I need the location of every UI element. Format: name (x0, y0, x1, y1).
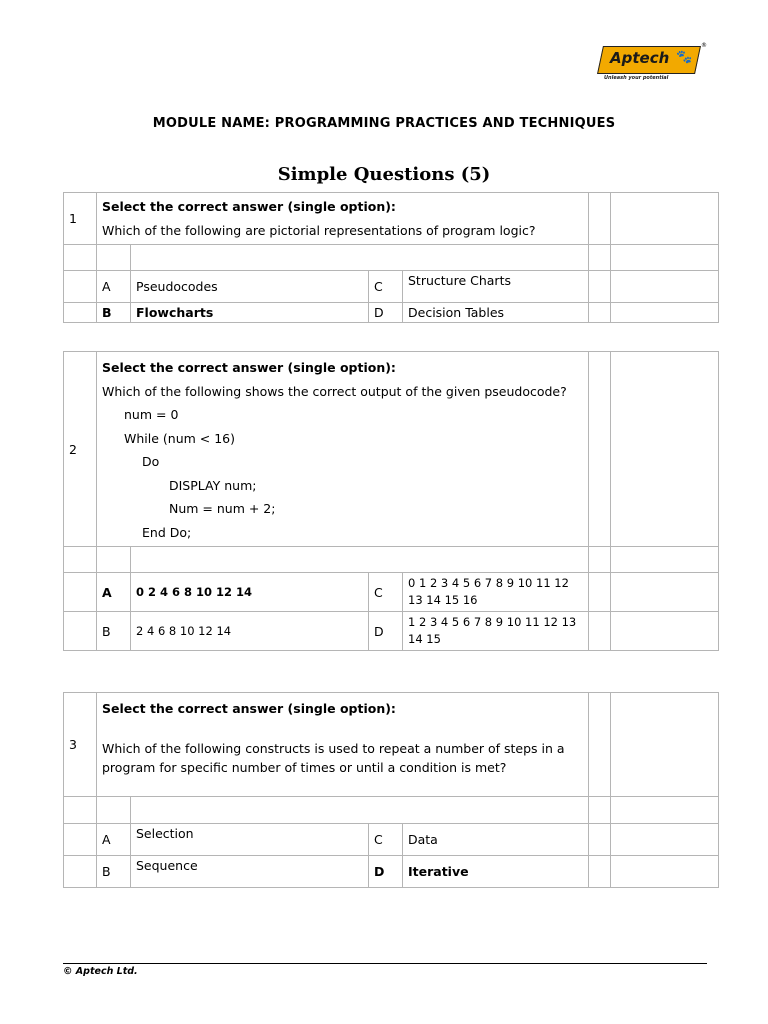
code-line: While (num < 16) (124, 430, 235, 446)
logo-text: Aptech (610, 49, 670, 67)
option-row (64, 271, 719, 303)
question-table-2 (63, 351, 719, 651)
question-body (97, 352, 589, 547)
question-row (64, 193, 719, 245)
footer-copyright: © Aptech Ltd. (63, 966, 138, 977)
option-text-c: Data (403, 824, 589, 856)
question-number: 2 (64, 352, 97, 547)
code-line: num = 0 (124, 407, 179, 422)
option-letter-d: D (369, 612, 403, 651)
option-letter-a: A (97, 573, 131, 612)
option-letter-d: D (369, 303, 403, 323)
code-line: End Do; (142, 524, 192, 540)
option-text-b: Flowcharts (131, 303, 369, 323)
option-letter-a: A (97, 824, 131, 856)
spacer-row (64, 547, 719, 573)
option-letter-b: B (97, 612, 131, 651)
footer-divider (63, 963, 707, 964)
question-table-3 (63, 692, 719, 888)
code-line: Do (142, 454, 160, 469)
spacer-row (64, 797, 719, 824)
option-letter-c: C (369, 271, 403, 303)
option-text-a: Pseudocodes (131, 271, 369, 303)
question-instruction: Select the correct answer (single option): (102, 360, 396, 375)
question-text: Which of the following constructs is used to repeat a number of steps in a program for specific number of times or until a condition is met? (102, 740, 565, 775)
aptech-logo (600, 42, 707, 81)
option-text-a: Selection (131, 824, 369, 856)
option-letter-a: A (97, 271, 131, 303)
question-number: 1 (64, 193, 97, 245)
logo-tagline: Unleash your potential (604, 75, 669, 81)
section-title: Simple Questions (5) (277, 164, 491, 185)
option-row (64, 824, 719, 856)
code-line: Num = num + 2; (169, 501, 276, 516)
question-number: 3 (64, 693, 97, 797)
registered-mark: ® (701, 42, 707, 49)
option-text-d: Decision Tables (403, 303, 589, 323)
option-text-d: 1 2 3 4 5 6 7 8 9 10 11 12 13 14 15 (403, 612, 589, 651)
empty-cell (589, 193, 611, 245)
option-text-d: Iterative (403, 856, 589, 888)
option-row (64, 573, 719, 612)
option-letter-b: B (97, 303, 131, 323)
question-table-1 (63, 192, 719, 323)
option-letter-b: B (97, 856, 131, 888)
question-text: Which of the following are pictorial representations of program logic? (102, 222, 536, 238)
question-body (97, 193, 589, 245)
paw-icon: 🐾 (676, 50, 693, 65)
question-row (64, 352, 719, 547)
option-text-c: Structure Charts (403, 271, 589, 303)
code-line: DISPLAY num; (169, 477, 257, 493)
question-text: Which of the following shows the correct output of the given pseudocode? (102, 383, 567, 399)
option-text-b: Sequence (131, 856, 369, 888)
option-row (64, 612, 719, 651)
option-row (64, 856, 719, 888)
option-letter-c: C (369, 573, 403, 612)
option-row (64, 303, 719, 323)
question-instruction: Select the correct answer (single option): (102, 199, 396, 214)
option-letter-c: C (369, 824, 403, 856)
option-text-c: 0 1 2 3 4 5 6 7 8 9 10 11 12 13 14 15 16 (403, 573, 589, 612)
question-body (97, 693, 589, 797)
spacer-row (64, 245, 719, 271)
module-title: MODULE NAME: PROGRAMMING PRACTICES AND TECHNIQUES (152, 116, 616, 131)
option-text-b: 2 4 6 8 10 12 14 (131, 612, 369, 651)
question-instruction: Select the correct answer (single option): (102, 701, 396, 716)
option-letter-d: D (369, 856, 403, 888)
question-row (64, 693, 719, 797)
empty-cell (611, 193, 719, 245)
option-text-a: 0 2 4 6 8 10 12 14 (131, 573, 369, 612)
